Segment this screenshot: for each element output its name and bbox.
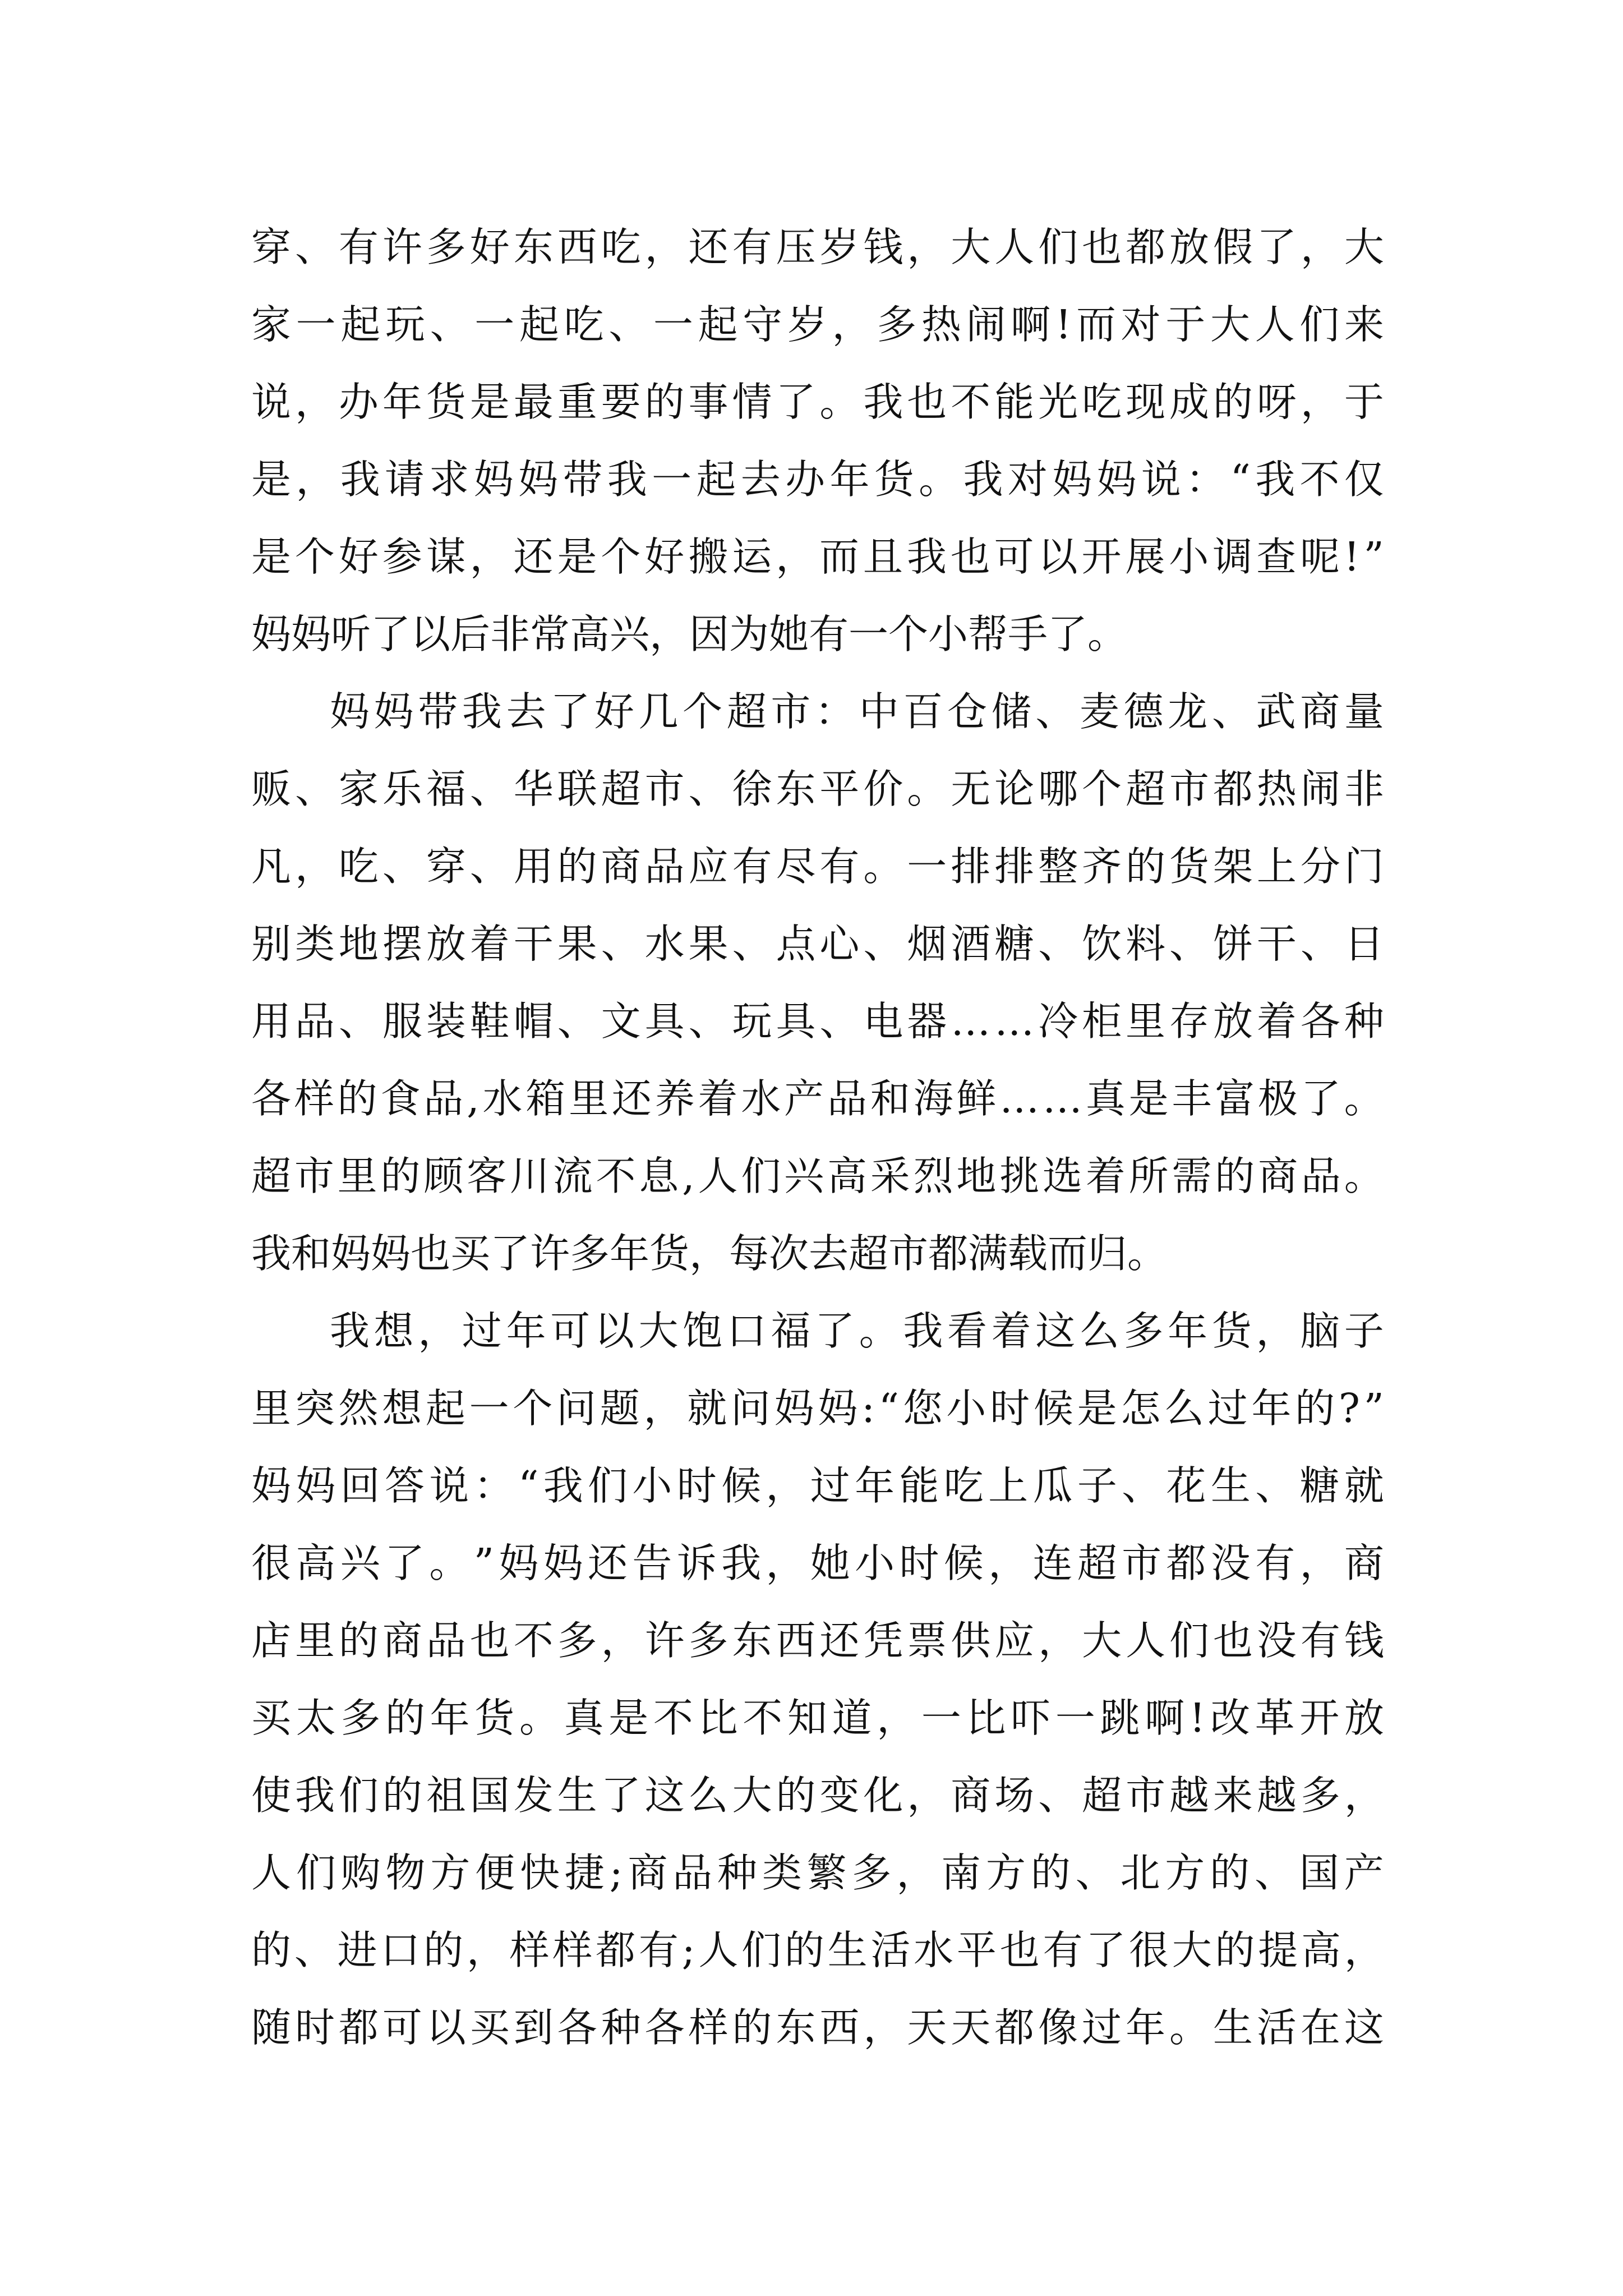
- text-line: 的 、 进 口 的 ， 样 样 都 有 ; 人 们 的 生 活 水 平 也 有 了 很 大 的 提 高 ，: [251, 1927, 1384, 1973]
- text-line: 凡 ， 吃 、 穿 、 用 的 商 品 应 有 尽 有 。 一 排 排 整 齐 的 货 架 上 分 门: [251, 843, 1384, 890]
- text-line: 我和妈妈也买了许多年货，每次去超市都满载而归。: [251, 1230, 1168, 1277]
- text-line: 店 里 的 商 品 也 不 多 ， 许 多 东 西 还 凭 票 供 应 ， 大 人 们 也 没 有 钱: [251, 1617, 1384, 1664]
- text-line: 家 一 起 玩 、 一 起 吃 、 一 起 守 岁 ， 多 热 闹 啊 ! 而 对 于 大 人 们 来: [251, 301, 1384, 348]
- text-line: 说 ， 办 年 货 是 最 重 要 的 事 情 了 。 我 也 不 能 光 吃 现 成 的 呀 ， 于: [251, 379, 1384, 425]
- text-line: 我 想 ， 过 年 可 以 大 饱 口 福 了 。 我 看 着 这 么 多 年 货 ， 脑 子: [330, 1308, 1384, 1354]
- text-line: 妈 妈 带 我 去 了 好 几 个 超 市 ： 中 百 仓 储 、 麦 德 龙 、 武 商 量: [330, 688, 1384, 735]
- text-line: 是 ， 我 请 求 妈 妈 带 我 一 起 去 办 年 货 。 我 对 妈 妈 说 ： “ 我 不 仅: [251, 456, 1384, 503]
- text-line: 用 品 、 服 装 鞋 帽 、 文 具 、 玩 具 、 电 器 … … 冷 柜 里 存 放 着 各 种: [251, 998, 1384, 1045]
- text-line: 穿 、 有 许 多 好 东 西 吃 ， 还 有 压 岁 钱 ， 大 人 们 也 都 放 假 了 ， 大: [251, 224, 1384, 270]
- text-line: 使 我 们 的 祖 国 发 生 了 这 么 大 的 变 化 ， 商 场 、 超 市 越 来 越 多 ，: [251, 1772, 1384, 1819]
- text-line: 是 个 好 参 谋 ， 还 是 个 好 搬 运 ， 而 且 我 也 可 以 开 展 小 调 查 呢 ! ”: [251, 533, 1384, 580]
- text-line: 超 市 里 的 顾 客 川 流 不 息 , 人 们 兴 高 采 烈 地 挑 选 着 所 需 的 商 品 。: [251, 1153, 1384, 1199]
- text-line: 妈 妈 回 答 说 ： “ 我 们 小 时 候 ， 过 年 能 吃 上 瓜 子 、 花 生 、 糖 就: [251, 1462, 1384, 1509]
- text-line: 各 样 的 食 品 , 水 箱 里 还 养 着 水 产 品 和 海 鲜 … … 真 是 丰 富 极 了 。: [251, 1075, 1384, 1122]
- text-line: 妈妈听了以后非常高兴，因为她有一个小帮手了。: [251, 611, 1128, 657]
- text-line: 随 时 都 可 以 买 到 各 种 各 样 的 东 西 ， 天 天 都 像 过 年 。 生 活 在 这: [251, 2004, 1384, 2051]
- text-line: 里 突 然 想 起 一 个 问 题 ， 就 问 妈 妈 : “ 您 小 时 候 是 怎 么 过 年 的 ? ”: [251, 1385, 1384, 1432]
- text-line: 很 高 兴 了 。 ” 妈 妈 还 告 诉 我 ， 她 小 时 候 ， 连 超 市 都 没 有 ， 商: [251, 1540, 1384, 1586]
- text-line: 别 类 地 摆 放 着 干 果 、 水 果 、 点 心 、 烟 酒 糖 、 饮 料 、 饼 干 、 日: [251, 921, 1384, 967]
- document-body: [251, 209, 1384, 2067]
- text-line: 人 们 购 物 方 便 快 捷 ; 商 品 种 类 繁 多 ， 南 方 的 、 北 方 的 、 国 产: [251, 1849, 1384, 1896]
- text-line: 贩 、 家 乐 福 、 华 联 超 市 、 徐 东 平 价 。 无 论 哪 个 超 市 都 热 闹 非: [251, 766, 1384, 812]
- text-line: 买 太 多 的 年 货 。 真 是 不 比 不 知 道 ， 一 比 吓 一 跳 啊 ! 改 革 开 放: [251, 1695, 1384, 1741]
